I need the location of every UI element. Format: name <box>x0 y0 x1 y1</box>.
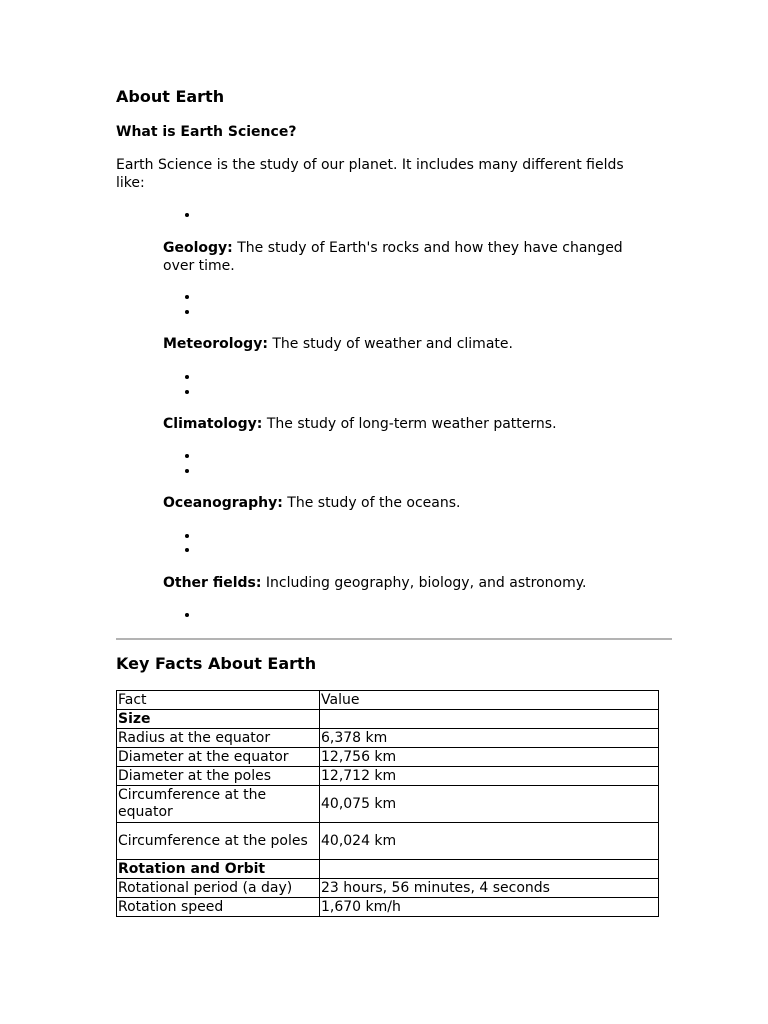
field-meteorology <box>163 335 643 353</box>
field-name: Climatology: <box>163 416 263 432</box>
list-bullet <box>184 293 192 301</box>
field-climatology <box>163 415 643 433</box>
list-bullet <box>184 308 192 316</box>
section-divider <box>116 638 672 640</box>
list-bullet <box>184 452 192 460</box>
field-other <box>163 574 643 592</box>
list-bullet <box>184 373 192 381</box>
field-oceanography <box>163 494 643 512</box>
table-section-row <box>117 710 659 729</box>
list-bullet <box>184 467 192 475</box>
table-cell-fact: Radius at the equator <box>117 729 320 748</box>
key-facts-heading: Key Facts About Earth <box>116 654 317 673</box>
field-name: Geology: <box>163 240 233 256</box>
field-description: Including geography, biology, and astronomy. <box>265 575 587 591</box>
field-name: Meteorology: <box>163 336 268 352</box>
table-cell-fact: Diameter at the poles <box>117 767 320 786</box>
table-cell-fact: Rotational period (a day) <box>117 879 320 898</box>
table-cell-value: 12,756 km <box>320 748 659 767</box>
table-header-cell: Fact <box>117 691 320 710</box>
table-cell-fact: Diameter at the equator <box>117 748 320 767</box>
table-cell-value: 40,075 km <box>320 786 659 823</box>
field-description: The study of long-term weather patterns. <box>266 416 557 432</box>
table-row <box>117 767 659 786</box>
list-bullet <box>184 546 192 554</box>
table-section-row <box>117 860 659 879</box>
table-cell-value: 23 hours, 56 minutes, 4 seconds <box>320 879 659 898</box>
field-name: Oceanography: <box>163 495 283 511</box>
field-description: The study of weather and climate. <box>272 336 513 352</box>
table-cell-fact: Circumference at the equator <box>117 786 320 823</box>
table-row <box>117 748 659 767</box>
table-section-label: Size <box>117 710 320 729</box>
page-title: About Earth <box>116 87 225 106</box>
table-cell-value: 1,670 km/h <box>320 898 659 917</box>
intro-paragraph: Earth Science is the study of our planet. It includes many different fields like: <box>116 157 624 191</box>
list-bullet <box>184 211 192 219</box>
table-cell-value <box>320 860 659 879</box>
key-facts-table <box>116 690 659 917</box>
table-row <box>117 823 659 860</box>
table-row <box>117 879 659 898</box>
table-cell-value <box>320 710 659 729</box>
table-cell-value: 6,378 km <box>320 729 659 748</box>
table-header-cell: Value <box>320 691 659 710</box>
table-row <box>117 898 659 917</box>
table-cell-fact: Rotation speed <box>117 898 320 917</box>
table-row <box>117 786 659 823</box>
table-cell-value: 12,712 km <box>320 767 659 786</box>
field-name: Other fields: <box>163 575 262 591</box>
field-description: The study of Earth's rocks and how they have changed over time. <box>163 240 623 274</box>
field-description: The study of the oceans. <box>287 495 461 511</box>
table-section-label: Rotation and Orbit <box>117 860 320 879</box>
list-bullet <box>184 611 192 619</box>
table-header-row <box>117 691 659 710</box>
list-bullet <box>184 388 192 396</box>
table-cell-value: 40,024 km <box>320 823 659 860</box>
field-geology <box>163 239 643 275</box>
list-bullet <box>184 532 192 540</box>
table-row <box>117 729 659 748</box>
table-cell-fact: Circumference at the poles <box>117 823 320 860</box>
section-subtitle: What is Earth Science? <box>116 124 297 140</box>
